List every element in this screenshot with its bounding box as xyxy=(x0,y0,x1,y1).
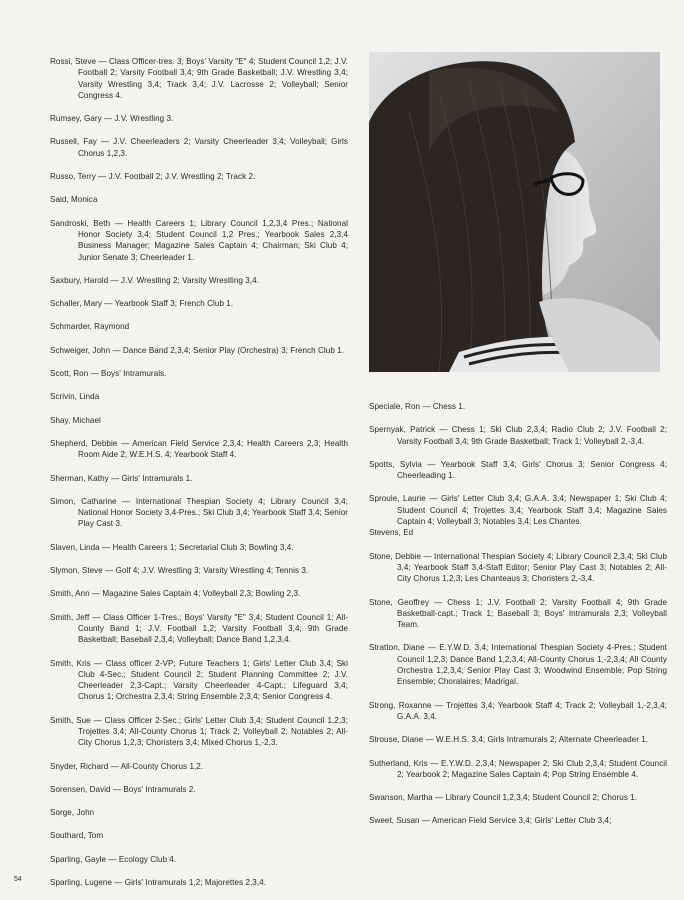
student-entry: Smith, Jeff — Class Officer 1-Tres.; Boys' Varsity "E" 3,4; Student Council 1; All-County Band 1; J.V. Football 1,2; Varsity Football 3,4; 9th Grade Basketball; Baseball 2,3,4; Volleyball; Dance Band 1,2,3,4. xyxy=(50,612,348,645)
student-entry: Southard, Tom xyxy=(50,831,104,841)
student-entry: Saxbury, Harold — J.V. Wrestling 2; Varsity Wrestling 3,4. xyxy=(50,275,259,285)
student-entry: Scrivin, Linda xyxy=(50,392,100,402)
student-entry: Strong, Roxanne — Trojettes 3,4; Yearbook Staff 4; Track 2; Volleyball 1,-2,3,4; G.A.A. 3,4. xyxy=(369,700,667,721)
student-entry: Snyder, Richard — All-County Chorus 1,2. xyxy=(50,761,204,771)
student-entry: Schweiger, John — Dance Band 2,3,4; Senior Play (Orchestra) 3; French Club 1. xyxy=(50,345,345,355)
student-entry: Sparling, Lugene — Girls' Intramurals 1,2; Majorettes 2,3,4. xyxy=(50,878,266,888)
right-column xyxy=(369,401,667,839)
student-entry: Speciale, Ron — Chess 1. xyxy=(369,402,466,411)
student-entry: Sutherland, Kris — E.Y.W.D. 2,3,4; Newspaper 2; Ski Club 2,3,4; Student Council 2; Yearbook 2; Magazine Sales Captain 4; Pop String Ensemble 4. xyxy=(369,758,667,779)
student-entry: Stone, Geoffrey — Chess 1; J.V. Football 2; Varsity Football 4; 9th Grade Basketball-capt.; Track 1; Baseball 3; Boys' Intramurals 2,3; Volleyball Team. xyxy=(369,597,667,630)
student-entry: Spotts, Sylvia — Yearbook Staff 3,4; Girls' Chorus 3; Senior Congress 4; Cheerleading 1. xyxy=(369,459,667,481)
student-entry: Slymon, Steve — Golf 4; J.V. Wrestling 3; Varsity Wrestling 4; Tennis 3. xyxy=(50,566,309,576)
student-entry: Sherman, Kathy — Girls' Intramurals 1. xyxy=(50,473,193,483)
student-entry: Spernyak, Patrick — Chess 1; Ski Club 2,3,4; Radio Club 2; J.V. Football 2; Varsity Football 3,4; 9th Grade Basketball; Track 1; Volleyball 2,-3,4. xyxy=(369,425,667,446)
student-entry: Stevens, Ed xyxy=(369,528,414,538)
student-entry: Sorge, John xyxy=(50,808,95,818)
student-entry: Rumsey, Gary — J.V. Wrestling 3. xyxy=(50,114,174,124)
student-entry: Russell, Fay — J.V. Cheerleaders 2; Varsity Cheerleader 3,4; Volleyball; Girls Chorus 1,2,3. xyxy=(50,137,348,158)
student-entry: Smith, Kris — Class officer 2-VP; Future Teachers 1; Girls' Letter Club 3,4; Ski Club 4-Sec.; Student Council 2; Student Planning Committee 2; J.V. Cheerleader 2,3-Capt.; Varsity Cheerleader 4-Capt.; Lifeguard 3,4; Chorus 1; Orchestra 2,3,4; String Ensemble 2,3,4; Senior Congress 4. xyxy=(50,658,348,702)
student-entry: Slaven, Linda — Health Careers 1; Secretarial Club 3; Bowling 3,4. xyxy=(50,542,294,552)
student-entry: Rossi, Steve — Class Officer-tres. 3; Boys' Varsity "E" 4; Student Council 1,2; J.V. Football 2; Varsity Football 3,4; 9th Grade Basketball; J.V. Wrestling 3,4; Varsity Wrestling 3,4; Track 3,4; J.V. Lacrosse 2; Volleyball; Senior Congress 4. xyxy=(50,57,348,100)
student-entry: Smith, Ann — Magazine Sales Captain 4; Volleyball 2,3; Bowling 2,3. xyxy=(50,589,301,599)
student-entry: Stone, Debbie — International Thespian Society 4; Library Council 2,3,4; Ski Club 3,4; Yearbook Staff 3,4-Staff Editor; Senior Play Cast 3; Notables 2; All-City Chorus 1,2,3; Les Chanteaus 3; Choristers 2,-3,4. xyxy=(369,551,667,584)
student-entry: Shay, Michael xyxy=(50,415,101,425)
student-entry: Sweet, Susan — American Field Service 3,4; Girls' Letter Club 3,4; xyxy=(369,816,612,826)
student-entry: Sandroski, Beth — Health Careers 1; Library Council 1,2,3,4 Pres.; National Honor Society 3,4; Student Council 1,2 Pres.; Yearbook Sales 2,3,4 Business Manager; Magazine Sales Captain 4; Chairman; Ski Club 4; Junior Senate 3; Cheerleader 1. xyxy=(50,218,348,262)
left-column xyxy=(50,56,348,900)
student-entry: Simon, Catharine — International Thespian Society 4; Library Council 3,4; National Honor Society 3,4-Pres.; Ski Club 3,4; Yearbook Staff 3,4; Senior Play Cast 3. xyxy=(50,496,348,529)
student-entry: Russo, Terry — J.V. Football 2; J.V. Wrestling 2; Track 2. xyxy=(50,172,256,182)
student-entry: Scott, Ron — Boys' Intramurals. xyxy=(50,369,167,379)
student-entry: Sorensen, David — Boys' Intramurals 2. xyxy=(50,784,196,794)
student-entry: Shepherd, Debbie — American Field Service 2,3,4; Health Careers 2,3; Health Room Aide 2; W.E.H.S. 4; Yearbook Staff 4. xyxy=(50,438,348,460)
student-entry: Sproule, Laurie — Girls' Letter Club 3,4; G.A.A. 3,4; Newspaper 1; Ski Club 4; Student Council 4; Trojettes 3,4; Yearbook Staff 3,4; Magazine Sales Captain 4; Volleyball 3; Notables 3,4; Les Chantes. xyxy=(369,494,667,527)
senior-photo xyxy=(369,52,660,372)
student-entry: Swanson, Martha — Library Council 1,2,3,4; Student Council 2; Chorus 1. xyxy=(369,793,638,803)
student-entry: Said, Monica xyxy=(50,195,98,205)
student-entry: Schaller, Mary — Yearbook Staff 3; French Club 1. xyxy=(50,299,234,309)
student-entry: Strouse, Diane — W.E.H.S. 3,4; Girls Intramurals 2; Alternate Cheerleader 1. xyxy=(369,735,649,745)
student-entry: Schmarder, Raymond xyxy=(50,322,130,332)
student-entry: Stratton, Diane — E.Y.W.D. 3,4; International Thespian Society 4-Pres.; Student Council 1,2,3; Dance Band 1,2,3,4; All-County Chorus 1,-2,3,4; All County Orchestra 1,2,3,4; Senior Play Cast 3; Woodwind Ensemble; Pop String Ensemble; Choralaires; Madrigal. xyxy=(369,643,667,687)
student-entry: Smith, Sue — Class Officer 2-Sec.; Girls' Letter Club 3,4; Student Council 1,2,3; Trojettes 3,4; All-County Chorus 1; Track 2; Volleyball 2; Notables 2; All-City Chorus 1,2,3; Choristers 3,4; Mixed Chorus 1,-2,3. xyxy=(50,715,348,748)
student-entry: Sparling, Gayle — Ecology Club 4. xyxy=(50,854,177,864)
page-number: 54 xyxy=(14,876,22,883)
